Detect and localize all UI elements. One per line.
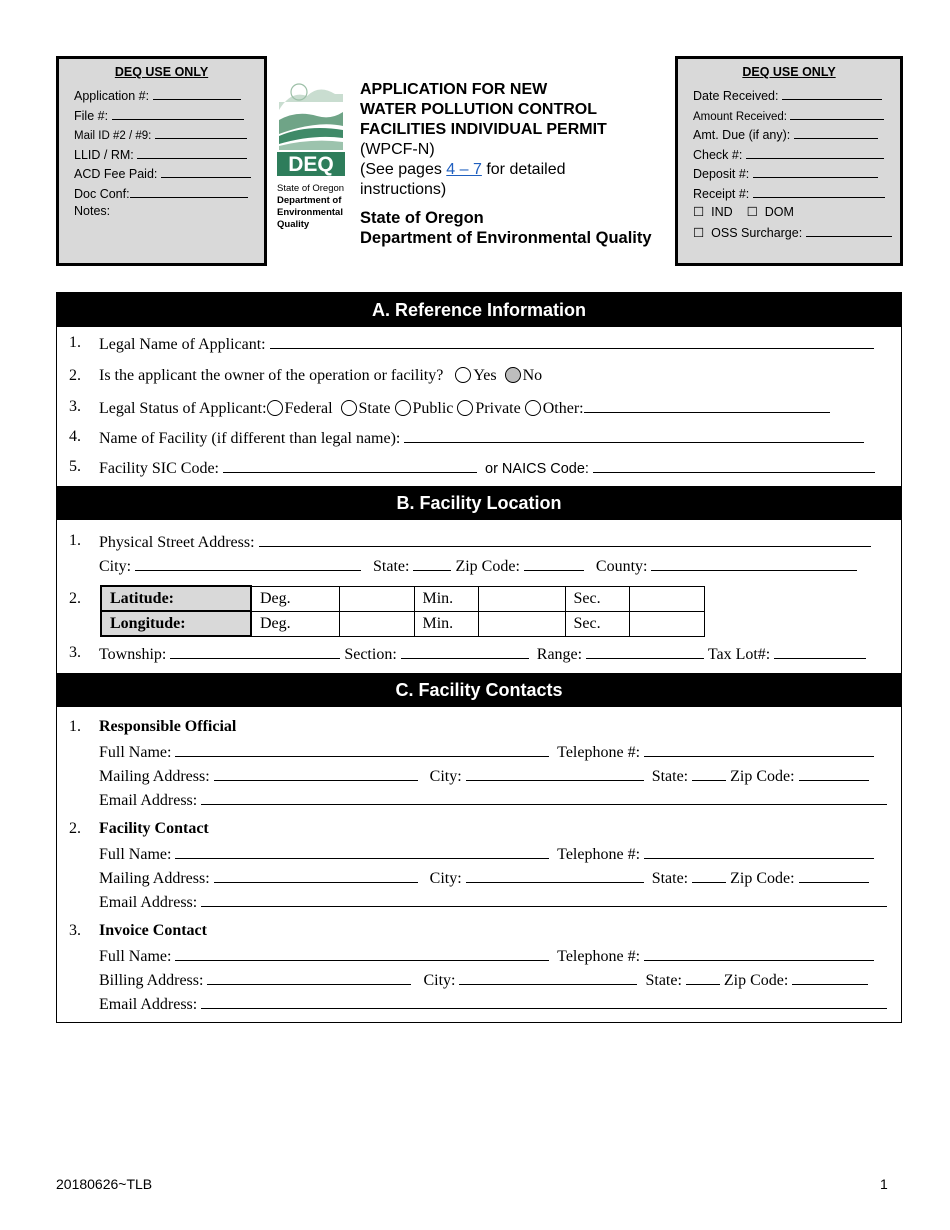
- sec-label: Sec.: [565, 586, 629, 611]
- instructions-text: (See pages: [360, 161, 447, 178]
- ind-checkbox[interactable]: ☐: [693, 205, 705, 219]
- longitude-min-input[interactable]: [478, 611, 565, 636]
- status-other-radio[interactable]: [525, 400, 541, 416]
- section-a-header: A. Reference Information: [57, 293, 901, 327]
- left-box-row: LLID / RM:: [59, 146, 264, 166]
- instructions-pages-link[interactable]: 4 – 7: [446, 161, 482, 178]
- facility-contact-zip-input[interactable]: [799, 867, 869, 883]
- deq-landscape-icon: [277, 80, 345, 176]
- invoice-city-input[interactable]: [459, 969, 637, 985]
- left-box-row: Mail ID #2 / #9:: [59, 126, 264, 146]
- logo-line: Quality: [277, 219, 310, 230]
- owner-no-radio[interactable]: [505, 367, 521, 383]
- latitude-deg-input[interactable]: [339, 586, 414, 611]
- right-box-row: Amount Received:: [678, 107, 900, 127]
- street-address-input[interactable]: [259, 531, 871, 547]
- owner-yes-label: Yes: [473, 367, 497, 384]
- official-phone-input[interactable]: [644, 741, 874, 757]
- deq-logo-mark: DEQ: [288, 153, 334, 176]
- left-box-title: DEQ USE ONLY: [114, 65, 209, 79]
- zip-input[interactable]: [524, 555, 584, 571]
- left-box-row: ACD Fee Paid:: [59, 165, 264, 185]
- naics-code-input[interactable]: [593, 457, 875, 473]
- tax-lot-input[interactable]: [774, 643, 866, 659]
- deg-label: Deg.: [251, 611, 339, 636]
- facility-contact-phone-input[interactable]: [644, 843, 874, 859]
- title-line: FACILITIES INDIVIDUAL PERMIT: [360, 121, 607, 138]
- right-box-row: Deposit #:: [678, 165, 900, 185]
- longitude-row: [101, 611, 704, 636]
- dom-label: DOM: [764, 205, 794, 219]
- logo-line: Environmental: [277, 207, 343, 218]
- logo-line: Department of: [277, 195, 342, 206]
- ind-label: IND: [711, 205, 733, 219]
- latitude-row: [101, 586, 704, 611]
- section-c-header: C. Facility Contacts: [57, 673, 901, 707]
- latitude-min-input[interactable]: [478, 586, 565, 611]
- section-input[interactable]: [401, 643, 529, 659]
- official-zip-input[interactable]: [799, 765, 869, 781]
- org-state: State of Oregon: [360, 209, 484, 227]
- right-box-row: Date Received:: [678, 87, 900, 107]
- form-title: [360, 80, 670, 248]
- official-mailing-input[interactable]: [214, 765, 418, 781]
- deq-use-only-right-box: [675, 56, 903, 266]
- title-line: WATER POLLUTION CONTROL: [360, 101, 598, 118]
- longitude-sec-input[interactable]: [629, 611, 704, 636]
- coordinates-table: [100, 585, 705, 637]
- logo-line: State of Oregon: [277, 183, 345, 194]
- oss-checkbox[interactable]: ☐: [693, 225, 705, 240]
- status-private-radio[interactable]: [457, 400, 473, 416]
- invoice-zip-input[interactable]: [792, 969, 868, 985]
- status-state-radio[interactable]: [341, 400, 357, 416]
- title-form-code: (WPCF-N): [360, 141, 435, 158]
- status-federal-radio[interactable]: [267, 400, 283, 416]
- sic-code-input[interactable]: [223, 457, 477, 473]
- township-input[interactable]: [170, 643, 340, 659]
- invoice-name-input[interactable]: [175, 945, 549, 961]
- state-input[interactable]: [413, 555, 451, 571]
- page-number: 1: [880, 1176, 888, 1192]
- invoice-email-input[interactable]: [201, 993, 887, 1009]
- right-box-row: [678, 204, 900, 224]
- left-box-row: Doc Conf:: [59, 185, 264, 205]
- facility-name-input[interactable]: [404, 427, 864, 443]
- invoice-state-input[interactable]: [686, 969, 720, 985]
- invoice-phone-input[interactable]: [644, 945, 874, 961]
- owner-no-label: No: [522, 367, 543, 384]
- right-box-row: Check #:: [678, 146, 900, 166]
- sec-label: Sec.: [565, 611, 629, 636]
- owner-yes-radio[interactable]: [455, 367, 471, 383]
- deq-use-only-left-box: [56, 56, 267, 266]
- official-email-input[interactable]: [201, 789, 887, 805]
- deq-logo: [277, 80, 347, 231]
- county-input[interactable]: [651, 555, 857, 571]
- facility-contact-city-input[interactable]: [466, 867, 644, 883]
- footer-code: 20180626~TLB: [56, 1176, 153, 1192]
- invoice-billing-input[interactable]: [207, 969, 411, 985]
- instructions-text: instructions): [360, 181, 447, 198]
- org-department: Department of Environmental Quality: [360, 229, 652, 247]
- legal-name-input[interactable]: [270, 333, 874, 349]
- min-label: Min.: [414, 611, 478, 636]
- title-line: APPLICATION FOR NEW: [360, 81, 548, 98]
- application-form: A. Reference Information 1. Legal Name of Applicant: 2. Is the applicant the owner of the operation or facility? Yes No 3. Legal Status of Applicant: Federal State Public Private Other: 4. Name of Facility (if different than legal name): 5. Facility SIC Code: or NAICS Code: B. Facility Location 1. Physical Street Address: City: State: Zip Code: County: 2. Latitude: Deg. Min. Sec. Longitude: Deg. Min. Sec. 3. Township: Section: Range: Tax Lot#: C. Facility Contacts 1. Responsible Official Full Name: Telephone #: Mailing Address: City: State: Zip Code: Email Address: 2. Facility Contact Full Name: Telephone #: Mailing Address: City: State: Zip Code: Email Address: 3. Invoice Contact Full Name: Telephone #: Billing Address: City: State: Zip Code: Email Address:: [56, 292, 902, 1023]
- official-city-input[interactable]: [466, 765, 644, 781]
- instructions-text: for detailed: [481, 161, 566, 178]
- range-input[interactable]: [586, 643, 704, 659]
- right-box-row: Amt. Due (if any):: [678, 126, 900, 146]
- longitude-deg-input[interactable]: [339, 611, 414, 636]
- longitude-label: Longitude:: [101, 611, 251, 636]
- latitude-sec-input[interactable]: [629, 586, 704, 611]
- facility-contact-email-input[interactable]: [201, 891, 887, 907]
- official-name-input[interactable]: [175, 741, 549, 757]
- right-box-row: ☐ OSS Surcharge:: [678, 224, 900, 244]
- official-state-input[interactable]: [692, 765, 726, 781]
- deg-label: Deg.: [251, 586, 339, 611]
- min-label: Min.: [414, 586, 478, 611]
- latitude-label: Latitude:: [101, 586, 251, 611]
- left-box-row: Application #:: [59, 87, 264, 107]
- city-input[interactable]: [135, 555, 361, 571]
- status-other-input[interactable]: [584, 397, 830, 413]
- status-public-radio[interactable]: [395, 400, 411, 416]
- facility-contact-name-input[interactable]: [175, 843, 549, 859]
- dom-checkbox[interactable]: ☐: [746, 205, 758, 219]
- right-box-row: Receipt #:: [678, 185, 900, 205]
- facility-contact-state-input[interactable]: [692, 867, 726, 883]
- right-box-title: DEQ USE ONLY: [742, 65, 836, 79]
- facility-contact-mailing-input[interactable]: [214, 867, 418, 883]
- left-box-row: File #:: [59, 107, 264, 127]
- left-box-row: Notes:: [74, 204, 111, 218]
- section-b-header: B. Facility Location: [57, 486, 901, 520]
